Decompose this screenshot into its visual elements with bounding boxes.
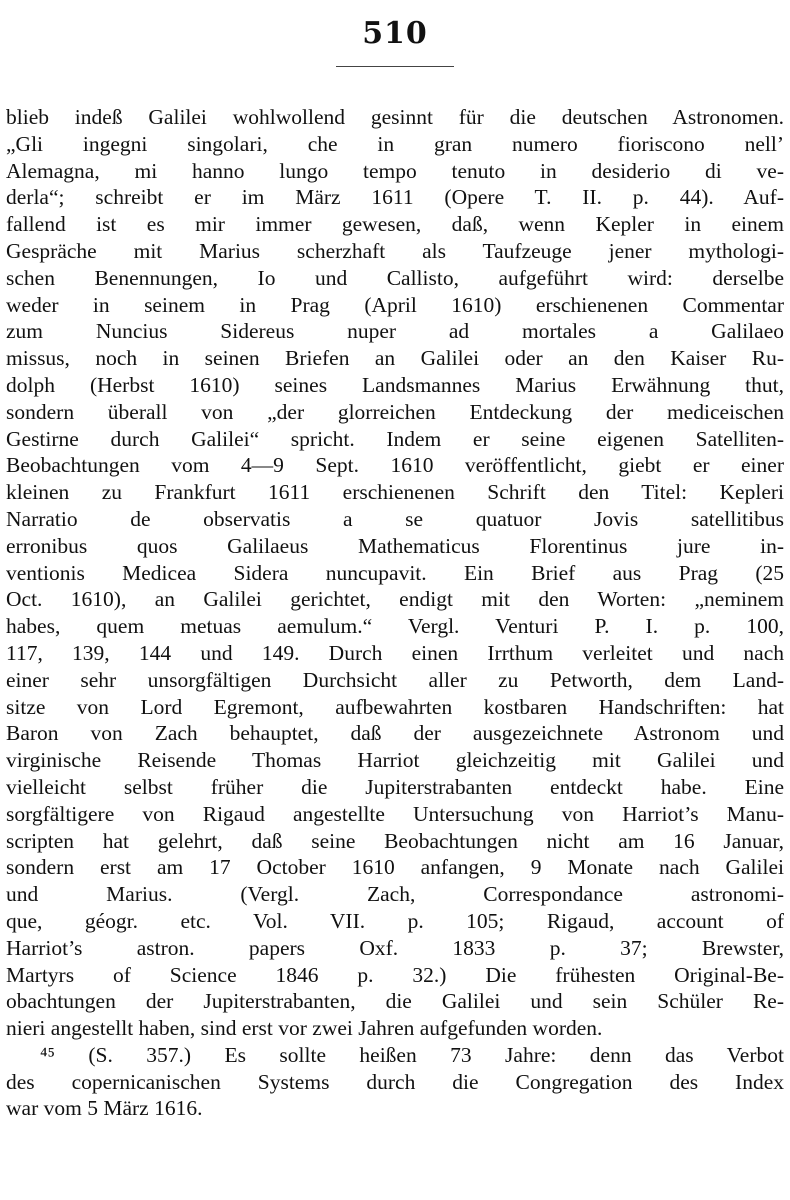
text-line: Beobachtungen vom 4—9 Sept. 1610 veröffentlicht, giebt er einer <box>6 453 784 478</box>
text-line: 117, 139, 144 und 149. Durch einen Irrthum verleitet und nach <box>6 640 784 665</box>
text-line: und Marius. (Vergl. Zach, Correspondance astronomi- <box>6 882 784 907</box>
text-line: scripten hat gelehrt, daß seine Beobachtungen nicht am 16 Januar, <box>6 828 784 853</box>
text-line: erronibus quos Galilaeus Mathematicus Florentinus jure in- <box>6 533 784 558</box>
text-line: Baron von Zach behauptet, daß der ausgezeichnete Astronom und <box>6 721 784 746</box>
text-line: que, géogr. etc. Vol. VII. p. 105; Rigaud, account of <box>6 908 784 933</box>
text-line: einer sehr unsorgfältigen Durchsicht aller zu Petworth, dem Land- <box>6 667 784 692</box>
text-line: Narratio de observatis a se quatuor Jovis satellitibus <box>6 506 784 531</box>
text-line: kleinen zu Frankfurt 1611 erschienenen Schrift den Titel: Kepleri <box>6 480 784 505</box>
text-line: Harriot’s astron. papers Oxf. 1833 p. 37; Brewster, <box>6 935 784 960</box>
text-line: sondern überall von „der glorreichen Entdeckung der mediceischen <box>6 399 784 424</box>
body-text <box>6 104 784 1122</box>
footnote-line: ⁴⁵ (S. 357.) Es sollte heißen 73 Jahre: denn das Verbot <box>40 1042 784 1067</box>
text-line: sitze von Lord Egremont, aufbewahrten kostbaren Handschriften: hat <box>6 694 784 719</box>
footnote-line: war vom 5 März 1616. <box>6 1096 203 1121</box>
text-line: habes, quem metuas aemulum.“ Vergl. Venturi P. I. p. 100, <box>6 614 784 639</box>
text-line: missus, noch in seinen Briefen an Galilei oder an den Kaiser Ru- <box>6 346 784 371</box>
header-rule <box>336 66 454 67</box>
text-line: Alemagna, mi hanno lungo tempo tenuto in desiderio di ve- <box>6 158 784 183</box>
text-line: vielleicht selbst früher die Jupiterstrabanten entdeckt habe. Eine <box>6 774 784 799</box>
text-line: sondern erst am 17 October 1610 anfangen, 9 Monate nach Galilei <box>6 855 784 880</box>
text-line: sorgfältigere von Rigaud angestellte Untersuchung von Harriot’s Manu- <box>6 801 784 826</box>
text-line: derla“; schreibt er im März 1611 (Opere T. II. p. 44). Auf- <box>6 185 784 210</box>
text-line: blieb indeß Galilei wohlwollend gesinnt für die deutschen Astronomen. <box>6 105 784 129</box>
text-line: nieri angestellt haben, sind erst vor zwei Jahren aufgefunden worden. <box>6 1016 603 1041</box>
text-line: Gestirne durch Galilei“ spricht. Indem er seine eigenen Satelliten- <box>6 426 784 451</box>
text-line: fallend ist es mir immer gewesen, daß, wenn Kepler in einem <box>6 212 784 237</box>
text-line: Oct. 1610), an Galilei gerichtet, endigt mit den Worten: „neminem <box>6 587 784 612</box>
page-number: 510 <box>362 16 428 51</box>
text-line: obachtungen der Jupiterstrabanten, die Galilei und sein Schüler Re- <box>6 989 784 1014</box>
text-line: dolph (Herbst 1610) seines Landsmannes Marius Erwähnung thut, <box>6 372 784 397</box>
text-line: virginische Reisende Thomas Harriot gleichzeitig mit Galilei und <box>6 748 784 773</box>
text-line: weder in seinem in Prag (April 1610) erschienenen Commentar <box>6 292 784 317</box>
footnote-line: des copernicanischen Systems durch die Congregation des Index <box>6 1069 784 1094</box>
text-line: schen Benennungen, Io und Callisto, aufgeführt wird: derselbe <box>6 265 784 290</box>
text-line: Gespräche mit Marius scherzhaft als Taufzeuge jener mythologi- <box>6 238 784 263</box>
text-line: Martyrs of Science 1846 p. 32.) Die frühesten Original-Be- <box>6 962 784 987</box>
text-line: ventionis Medicea Sidera nuncupavit. Ein Brief aus Prag (25 <box>6 560 784 585</box>
text-line: „Gli ingegni singolari, che in gran numero fioriscono nell’ <box>6 131 784 156</box>
text-line: zum Nuncius Sidereus nuper ad mortales a Galilaeo <box>6 319 784 344</box>
